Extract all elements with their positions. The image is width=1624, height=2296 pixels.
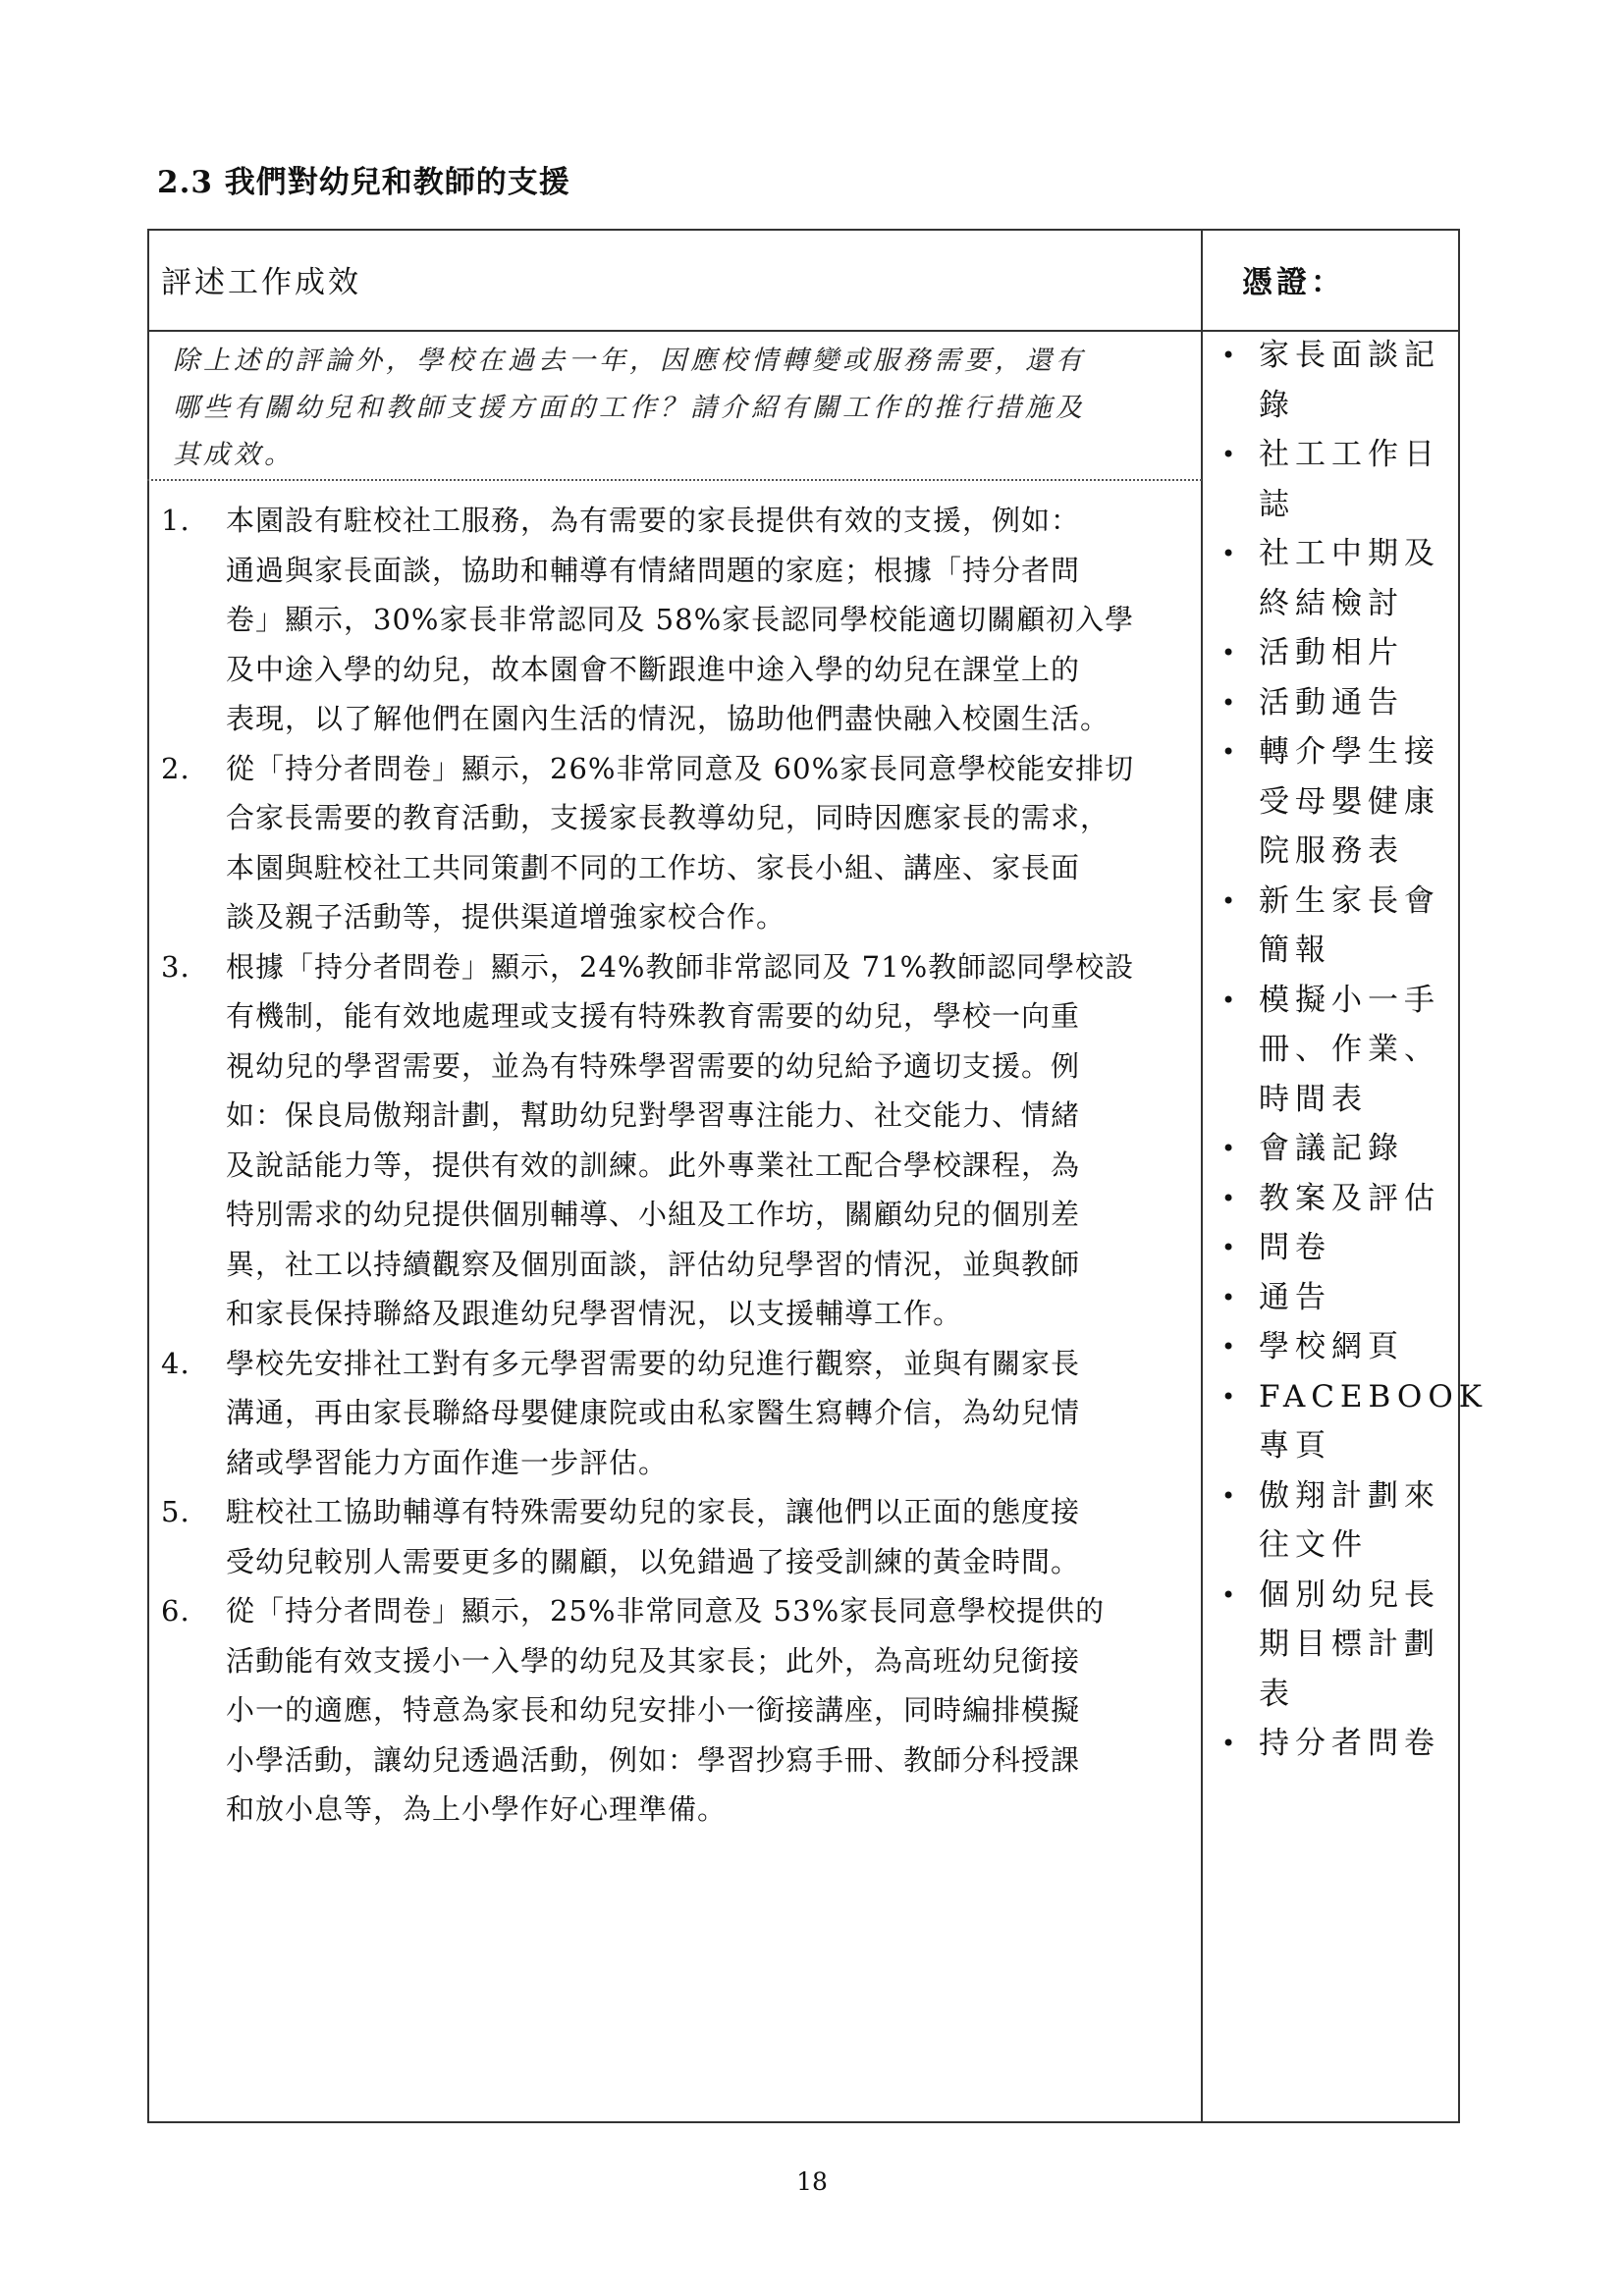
bullet-icon: • xyxy=(1221,688,1242,717)
item-number: 6. xyxy=(161,1594,190,1628)
bullet-icon: • xyxy=(1221,1481,1242,1510)
work-item xyxy=(157,496,1198,744)
evidence-text-line: 個別幼兒長 xyxy=(1259,1576,1440,1613)
evidence-text-line: 終結檢討 xyxy=(1259,585,1404,621)
work-item xyxy=(157,1487,1198,1586)
evidence-text-line: 社工中期及 xyxy=(1259,536,1440,571)
evidence-text-line: FACEBOOK xyxy=(1259,1378,1488,1415)
evidence-item xyxy=(1218,1124,1453,1174)
evidence-text-line: 院服務表 xyxy=(1259,833,1404,869)
evidence-item xyxy=(1218,1273,1453,1323)
evidence-text-line: 冊、作業、 xyxy=(1259,1032,1440,1067)
evidence-item xyxy=(1218,529,1453,628)
bullet-icon: • xyxy=(1221,1184,1242,1212)
evidence-list xyxy=(1218,331,1488,1769)
evidence-text-line: 模擬小一手 xyxy=(1259,982,1440,1018)
evidence-item xyxy=(1218,1471,1453,1571)
item-text-line: 有機制，能有效地處理或支援有特殊教育需要的幼兒，學校一向重 xyxy=(226,999,1081,1033)
item-text-line: 駐校社工協助輔導有特殊需要幼兒的家長，讓他們以正面的態度接 xyxy=(226,1495,1081,1528)
evidence-item xyxy=(1218,1223,1453,1273)
evidence-text-line: 誌 xyxy=(1259,486,1295,522)
evidence-text-line: 持分者問卷 xyxy=(1259,1726,1440,1761)
evidence-text-line: 活動通告 xyxy=(1259,684,1404,721)
table-header-evaluation: 評述工作成效 xyxy=(161,265,361,300)
evidence-text-line: 往文件 xyxy=(1259,1527,1368,1563)
evidence-item xyxy=(1218,727,1453,877)
evidence-text-line: 專頁 xyxy=(1259,1428,1331,1464)
item-text-line: 小學活動，讓幼兒透過活動，例如：學習抄寫手冊、教師分科授課 xyxy=(226,1742,1081,1777)
item-text-line: 及說話能力等，提供有效的訓練。此外專業社工配合學校課程，為 xyxy=(226,1148,1081,1182)
item-text-line: 和放小息等，為上小學作好心理準備。 xyxy=(226,1792,728,1826)
evidence-item xyxy=(1218,678,1453,728)
bullet-icon: • xyxy=(1221,1333,1242,1361)
table-header-evidence: 憑證： xyxy=(1242,265,1345,300)
bullet-icon: • xyxy=(1221,1135,1242,1162)
item-text-line: 本園與駐校社工共同策劃不同的工作坊、家長小組、講座、家長面 xyxy=(226,850,1081,884)
bullet-icon: • xyxy=(1221,441,1242,468)
item-text-line: 表現，以了解他們在園內生活的情況，協助他們盡快融入校園生活。 xyxy=(226,702,1110,735)
evidence-item xyxy=(1218,1174,1453,1224)
evidence-text-line: 通告 xyxy=(1259,1279,1331,1315)
work-item xyxy=(157,1339,1198,1488)
item-text-line: 學校先安排社工對有多元學習需要的幼兒進行觀察，並與有關家長 xyxy=(226,1346,1081,1380)
bullet-icon: • xyxy=(1221,342,1242,369)
item-text-line: 異，社工以持續觀察及個別面談，評估幼兒學習的情況，並與教師 xyxy=(226,1247,1081,1281)
item-text-line: 溝通，再由家長聯絡母嬰健康院或由私家醫生寫轉介信，為幼兒情 xyxy=(226,1396,1081,1429)
prompt-line: 哪些有關幼兒和教師支援方面的工作？請介紹有關工作的推行措施及 xyxy=(173,393,1086,423)
evidence-item xyxy=(1218,877,1453,976)
column-divider xyxy=(1201,229,1203,2123)
prompt-line: 除上述的評論外，學校在過去一年，因應校情轉變或服務需要，還有 xyxy=(173,346,1086,376)
evidence-text-line: 家長面談記 xyxy=(1259,338,1440,373)
item-text-line: 小一的適應，特意為家長和幼兒安排小一銜接講座，同時編排模擬 xyxy=(226,1693,1081,1727)
evidence-item xyxy=(1218,1719,1453,1769)
item-text-line: 和家長保持聯絡及跟進幼兒學習情況，以支援輔導工作。 xyxy=(226,1297,963,1330)
evidence-text-line: 社工工作日 xyxy=(1259,437,1440,472)
evidence-text-line: 問卷 xyxy=(1259,1230,1331,1265)
item-text-line: 卷」顯示，30%家長非常認同及 58%家長認同學校能適切關顧初入學 xyxy=(226,603,1135,636)
prompt-line: 其成效。 xyxy=(173,440,295,470)
item-text-line: 活動能有效支援小一入學的幼兒及其家長；此外，為高班幼兒銜接 xyxy=(226,1643,1081,1678)
work-item xyxy=(157,744,1198,942)
item-number: 1. xyxy=(161,504,190,537)
evidence-text-line: 新生家長會 xyxy=(1259,882,1440,919)
evidence-text-line: 傲翔計劃來 xyxy=(1259,1477,1440,1514)
bullet-icon: • xyxy=(1221,1234,1242,1261)
bullet-icon: • xyxy=(1221,540,1242,567)
evidence-item xyxy=(1218,976,1453,1125)
evidence-text-line: 時間表 xyxy=(1259,1081,1368,1117)
bullet-icon: • xyxy=(1221,986,1242,1014)
item-number: 2. xyxy=(161,751,190,785)
evidence-text-line: 錄 xyxy=(1259,387,1295,423)
page-number: 18 xyxy=(796,2167,828,2196)
item-text-line: 如：保良局傲翔計劃，幫助幼兒對學習專注能力、社交能力、情緒 xyxy=(226,1098,1081,1132)
work-item xyxy=(157,1586,1198,1835)
item-number: 3. xyxy=(161,949,190,984)
item-text-line: 視幼兒的學習需要，並為有特殊學習需要的幼兒給予適切支援。例 xyxy=(226,1048,1081,1083)
item-text-line: 合家長需要的教育活動，支援家長教導幼兒，同時因應家長的需求， xyxy=(226,801,1110,834)
evidence-item xyxy=(1218,1372,1488,1471)
guiding-prompt xyxy=(173,338,1174,479)
item-text-line: 受幼兒較別人需要更多的關顧，以免錯過了接受訓練的黃金時間。 xyxy=(226,1544,1081,1578)
evidence-text-line: 學校網頁 xyxy=(1259,1329,1404,1364)
item-number: 4. xyxy=(161,1346,190,1380)
bullet-icon: • xyxy=(1221,738,1242,766)
item-text-line: 緒或學習能力方面作進一步評估。 xyxy=(226,1445,669,1479)
work-items-list xyxy=(157,496,1198,1835)
bullet-icon: • xyxy=(1221,639,1242,667)
item-text-line: 通過與家長面談，協助和輔導有情緒問題的家庭；根據「持分者問 xyxy=(226,553,1081,587)
bullet-icon: • xyxy=(1221,1382,1242,1411)
bullet-icon: • xyxy=(1221,886,1242,915)
evidence-text-line: 受母嬰健康 xyxy=(1259,783,1440,820)
evidence-text-line: 簡報 xyxy=(1259,933,1331,968)
item-text-line: 本園設有駐校社工服務，為有需要的家長提供有效的支援，例如： xyxy=(226,504,1081,537)
item-text-line: 根據「持分者問卷」顯示，24%教師非常認同及 71%教師認同學校設 xyxy=(226,949,1135,984)
bullet-icon: • xyxy=(1221,1580,1242,1609)
section-title: 2.3 我們對幼兒和教師的支援 xyxy=(157,165,570,200)
evidence-item xyxy=(1218,331,1453,430)
evidence-text-line: 期目標計劃 xyxy=(1259,1627,1440,1662)
item-text-line: 從「持分者問卷」顯示，26%非常同意及 60%家長同意學校能安排切 xyxy=(226,751,1135,785)
work-item xyxy=(157,942,1198,1339)
item-text-line: 從「持分者問卷」顯示，25%非常同意及 53%家長同意學校提供的 xyxy=(226,1594,1106,1628)
item-text-line: 談及親子活動等，提供渠道增強家校合作。 xyxy=(226,900,786,934)
evidence-item xyxy=(1218,1322,1453,1372)
bullet-icon: • xyxy=(1221,1283,1242,1311)
item-text-line: 及中途入學的幼兒，故本園會不斷跟進中途入學的幼兒在課堂上的 xyxy=(226,652,1081,686)
evidence-text-line: 轉介學生接 xyxy=(1259,734,1440,770)
evidence-item xyxy=(1218,628,1453,678)
evidence-text-line: 教案及評估 xyxy=(1259,1180,1440,1216)
bullet-icon: • xyxy=(1221,1730,1242,1757)
evidence-item xyxy=(1218,1571,1453,1720)
evidence-text-line: 會議記錄 xyxy=(1259,1131,1404,1166)
evidence-item xyxy=(1218,430,1453,529)
evidence-text-line: 活動相片 xyxy=(1259,635,1404,670)
prompt-divider xyxy=(147,479,1202,481)
item-number: 5. xyxy=(161,1495,190,1528)
evidence-text-line: 表 xyxy=(1259,1676,1295,1712)
item-text-line: 特別需求的幼兒提供個別輔導、小組及工作坊，關顧幼兒的個別差 xyxy=(226,1198,1081,1231)
